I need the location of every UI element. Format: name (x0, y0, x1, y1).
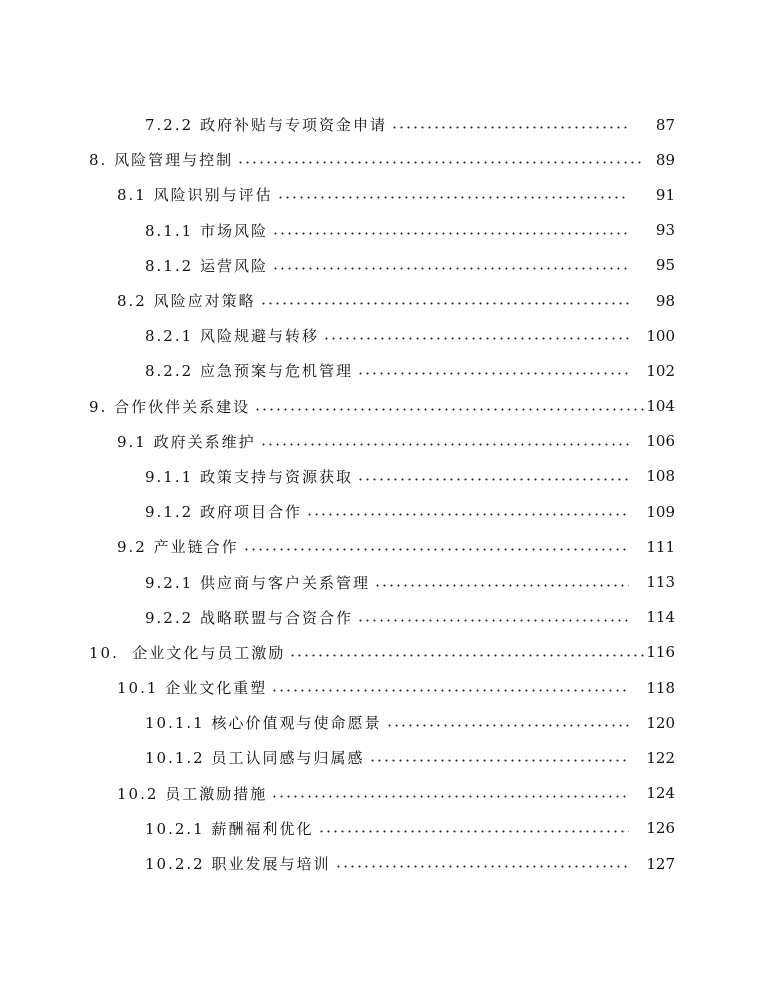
toc-entry-title (145, 747, 369, 768)
toc-entry-number: 10.1 (117, 679, 159, 698)
toc-entry[interactable] (0, 318, 765, 353)
toc-page-number: 120 (646, 713, 675, 732)
toc-entry-number: 8.1 (117, 186, 147, 205)
toc-entry[interactable] (0, 529, 765, 564)
toc-page-number: 113 (646, 573, 675, 592)
toc-page-number: 89 (655, 150, 675, 169)
toc-entry-number: 9.1.2 (145, 503, 194, 522)
dot-leader (271, 787, 629, 805)
toc-entry-number: 8.1.1 (145, 221, 194, 240)
toc-entry-number: 9.2.1 (145, 573, 194, 592)
toc-entry[interactable] (0, 248, 765, 283)
dot-leader (357, 470, 629, 488)
toc-page-number: 93 (655, 221, 675, 240)
toc-entry[interactable] (0, 459, 765, 494)
toc-entry-title (145, 466, 357, 487)
toc-entry-label: 政府项目合作 (199, 503, 302, 522)
toc-page-number: 127 (646, 854, 675, 873)
toc-page-number: 106 (646, 432, 675, 451)
toc-entry[interactable] (0, 142, 765, 177)
toc-entry-number: 9.1.1 (145, 467, 194, 486)
toc-entry[interactable] (0, 213, 765, 248)
toc-entry[interactable] (0, 424, 765, 459)
toc-page-number: 114 (646, 608, 675, 627)
toc-page-number: 91 (655, 185, 675, 204)
dot-leader (306, 506, 629, 524)
toc-entry-number: 7.2.2 (145, 116, 194, 135)
toc-entry[interactable] (0, 494, 765, 529)
toc-entry-title (145, 501, 306, 522)
toc-entry-number: 9. (89, 397, 108, 416)
dot-leader (318, 822, 629, 840)
table-of-contents (0, 107, 765, 881)
dot-leader (357, 611, 629, 629)
toc-page-number: 124 (646, 784, 675, 803)
toc-entry[interactable] (0, 600, 765, 635)
toc-page-number: 100 (646, 326, 675, 345)
toc-page-number: 87 (655, 115, 675, 134)
dot-leader (237, 154, 645, 172)
toc-entry-label: 企业文化与员工激励 (132, 643, 286, 662)
dot-leader (289, 646, 645, 664)
toc-entry-title (89, 149, 237, 170)
dot-leader (272, 259, 629, 277)
toc-entry-title (145, 255, 272, 276)
toc-entry[interactable] (0, 705, 765, 740)
toc-entry-number: 8.2.2 (145, 362, 194, 381)
toc-entry-label: 企业文化重塑 (165, 679, 268, 698)
toc-page-number: 122 (646, 748, 675, 767)
toc-entry-title (145, 572, 374, 593)
toc-entry-label: 合作伙伴关系建设 (114, 397, 251, 416)
toc-page-number: 116 (646, 643, 675, 662)
toc-entry[interactable] (0, 389, 765, 424)
toc-entry[interactable] (0, 776, 765, 811)
toc-page-number: 118 (646, 678, 675, 697)
toc-entry-label: 政策支持与资源获取 (199, 467, 353, 486)
toc-entry-label: 供应商与客户关系管理 (199, 573, 370, 592)
dot-leader (254, 400, 645, 418)
toc-entry-number: 10.2.1 (145, 819, 205, 838)
toc-entry-title (145, 325, 323, 346)
toc-entry[interactable] (0, 740, 765, 775)
toc-entry-title (117, 783, 271, 804)
toc-entry-label: 风险规避与转移 (199, 327, 319, 346)
toc-entry[interactable] (0, 353, 765, 388)
toc-entry[interactable] (0, 283, 765, 318)
toc-page-number: 111 (646, 537, 675, 556)
toc-entry-label: 风险应对策略 (153, 292, 256, 311)
toc-entry-number: 10.2.2 (145, 855, 205, 874)
toc-entry-label: 职业发展与培训 (211, 855, 331, 874)
toc-entry-title (89, 642, 289, 663)
toc-entry-label: 运营风险 (199, 256, 268, 275)
dot-leader (369, 752, 629, 770)
toc-entry-title (145, 818, 318, 839)
dot-leader (323, 330, 629, 348)
dot-leader (272, 224, 629, 242)
toc-entry-title (117, 677, 271, 698)
toc-entry-title (145, 360, 357, 381)
toc-entry-title (117, 290, 260, 311)
toc-entry-label: 战略联盟与合资合作 (199, 608, 353, 627)
toc-entry[interactable] (0, 846, 765, 881)
toc-entry-title (145, 607, 357, 628)
dot-leader (271, 682, 629, 700)
toc-entry-label: 员工认同感与归属感 (211, 749, 365, 768)
toc-entry-title (117, 184, 277, 205)
toc-page-number: 126 (646, 819, 675, 838)
toc-entry-title (89, 396, 254, 417)
toc-entry-label: 员工激励措施 (165, 784, 268, 803)
toc-entry-title (145, 712, 386, 733)
toc-entry-label: 市场风险 (199, 221, 268, 240)
dot-leader (260, 435, 629, 453)
toc-page-number: 104 (646, 397, 675, 416)
toc-entry-title (145, 114, 391, 135)
toc-entry-label: 产业链合作 (153, 538, 239, 557)
toc-entry-label: 政府补贴与专项资金申请 (199, 116, 387, 135)
toc-entry-label: 政府关系维护 (153, 432, 256, 451)
toc-entry[interactable] (0, 177, 765, 212)
dot-leader (374, 576, 629, 594)
toc-entry[interactable] (0, 635, 765, 670)
toc-page-number: 108 (646, 467, 675, 486)
dot-leader (277, 189, 629, 207)
toc-entry[interactable] (0, 564, 765, 599)
toc-entry-number: 9.2 (117, 538, 147, 557)
dot-leader (357, 365, 629, 383)
toc-entry[interactable] (0, 811, 765, 846)
toc-entry[interactable] (0, 107, 765, 142)
toc-entry-label: 薪酬福利优化 (211, 819, 314, 838)
toc-entry-number: 8.2 (117, 292, 147, 311)
dot-leader (386, 717, 629, 735)
toc-page-number: 102 (646, 361, 675, 380)
toc-entry-number: 8. (89, 151, 108, 170)
toc-entry-title (117, 431, 260, 452)
toc-entry-number: 10.1.2 (145, 749, 205, 768)
toc-entry-number: 9.2.2 (145, 608, 194, 627)
toc-entry-number: 8.1.2 (145, 256, 194, 275)
dot-leader (243, 541, 629, 559)
toc-entry-number: 10.2 (117, 784, 159, 803)
toc-entry-label: 核心价值观与使命愿景 (211, 714, 382, 733)
toc-entry-title (145, 220, 272, 241)
toc-entry[interactable] (0, 670, 765, 705)
toc-entry-number: 10. (89, 643, 119, 662)
toc-entry-label: 风险识别与评估 (153, 186, 273, 205)
toc-entry-number: 10.1.1 (145, 714, 205, 733)
toc-entry-title (117, 536, 243, 557)
dot-leader (260, 295, 629, 313)
dot-leader (335, 858, 629, 876)
toc-entry-number: 9.1 (117, 432, 147, 451)
toc-entry-number: 8.2.1 (145, 327, 194, 346)
toc-page-number: 98 (655, 291, 675, 310)
toc-entry-label: 应急预案与危机管理 (199, 362, 353, 381)
toc-page-number: 95 (655, 256, 675, 275)
toc-page-number: 109 (646, 502, 675, 521)
toc-entry-label: 风险管理与控制 (114, 151, 234, 170)
dot-leader (391, 119, 629, 137)
toc-entry-title (145, 853, 335, 874)
